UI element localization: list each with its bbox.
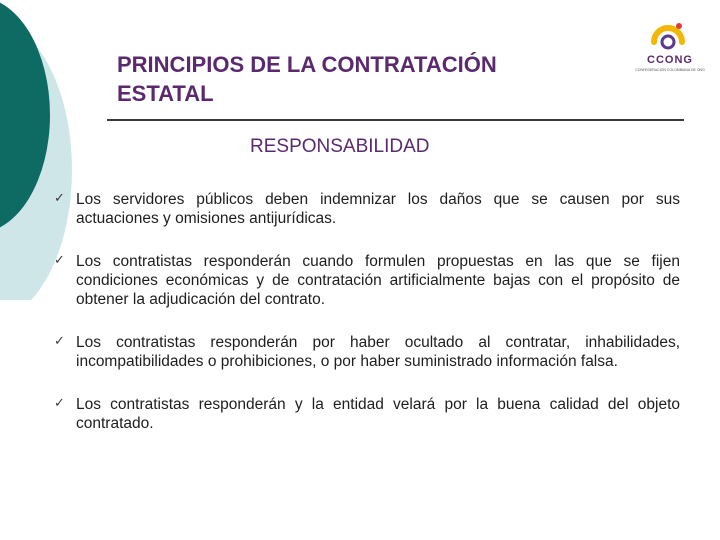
logo-tagline: CONFEDERACIÓN COLOMBIANA DE ONG xyxy=(635,68,705,72)
list-item xyxy=(54,190,680,228)
bullet-text: Los servidores públicos deben indemnizar los daños que se causen por sus actuaciones y omisiones antijurídicas. xyxy=(76,191,680,227)
logo-name: CCONG xyxy=(647,54,693,66)
checkmark-icon: ✓ xyxy=(54,191,65,206)
ccong-logo xyxy=(630,18,710,78)
section-subtitle: RESPONSABILIDAD xyxy=(250,136,430,157)
checkmark-icon: ✓ xyxy=(54,253,65,268)
title-divider xyxy=(107,119,684,121)
list-item xyxy=(54,395,680,433)
logo-emblem-icon xyxy=(644,18,692,58)
list-item xyxy=(54,333,680,371)
bullet-text: Los contratistas responderán y la entidad velará por la buena calidad del objeto contratado. xyxy=(76,396,680,432)
bullet-text: Los contratistas responderán cuando formulen propuestas en las que se fijen condiciones económicas y de contratación artificialmente bajas con el propósito de obtener la adjudicación del contrato. xyxy=(76,253,680,308)
list-item xyxy=(54,252,680,309)
checkmark-icon: ✓ xyxy=(54,396,65,411)
bullet-list xyxy=(54,190,680,457)
checkmark-icon: ✓ xyxy=(54,334,65,349)
bullet-text: Los contratistas responderán por haber ocultado al contratar, inhabilidades, incompatibilidades o prohibiciones, o por haber suministrado información falsa. xyxy=(76,334,680,370)
slide-title: PRINCIPIOS DE LA CONTRATACIÓN ESTATAL xyxy=(117,52,497,106)
